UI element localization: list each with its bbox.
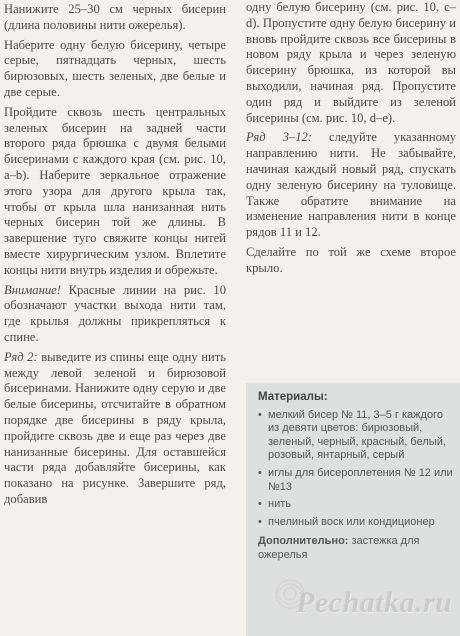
materials-item: • иглы для бисероплетения № 12 или №13 xyxy=(258,466,453,493)
right-text-column xyxy=(246,0,456,277)
paragraph-rows-3-12 xyxy=(246,130,456,241)
materials-list xyxy=(258,409,454,530)
bullet-icon: • xyxy=(258,466,262,479)
paragraph-pick-beads: Наберите одну белую бисерину, четыре серые, пятнадцать черных, шесть бирюзовых, шесть зеленых, две белые и две серые. xyxy=(4,37,226,99)
paragraph-attention xyxy=(4,283,226,346)
bullet-icon: • xyxy=(258,498,262,511)
materials-title: Материалы: xyxy=(258,391,328,403)
paragraph-string-beads: Нанижите 25–30 см черных бисерин (длина половины нити ожерелья). xyxy=(4,2,226,32)
extra-text: застежка для ожерелья xyxy=(258,535,420,561)
paragraph-row-2 xyxy=(4,350,226,508)
paragraph-mirror-wing: Сделайте по той же схеме второе крыло. xyxy=(246,244,456,275)
attention-text: Красные линии на рис. 10 обозначают участки выхода нити там, где крылья должны прикрепляться к спине. xyxy=(4,282,226,344)
left-text-column xyxy=(4,0,226,508)
materials-item: • пчелиный воск или кондиционер xyxy=(258,515,435,528)
attention-label: Внимание! xyxy=(4,282,61,297)
row-2-text: выведите из спины еще одну нить между левой зеленой и бирюзовой бисеринами. Нанижите одну серую и две белые бисерины, отсчитайте в обратном порядке две бисерины в ряду крыла, пройдите сквозь две и еще раз через две нанизанные бисерины. Для оставшейся части ряда добавляйте бисерины, как показано на рисунке. Завершите ряд, добавив xyxy=(4,349,226,506)
paragraph-row-2-continued: одну белую бисерину (см. рис. 10, c–d). Пропустите одну белую бисерину и вновь пройдите сквозь все бисерины в новом ряду крыла и через зеленую бисерину брюшка, из которой вы выходили, начиная ряд. Пропустите один ряд и выйдите из зеленой бисерины (см. рис. 10, d–e). xyxy=(246,0,456,125)
rows-3-12-label: Ряд 3–12: xyxy=(246,130,312,145)
row-2-label: Ряд 2: xyxy=(4,349,38,364)
materials-extra xyxy=(258,535,454,562)
materials-item: • нить xyxy=(258,498,291,511)
bullet-icon: • xyxy=(258,408,262,421)
materials-item: • мелкий бисер № 11, 3–5 г каждого из девяти цветов: бирюзовый, зеленый, черный, красный, белый, розовый, янтарный, серый xyxy=(258,408,446,462)
bullet-icon: • xyxy=(258,515,262,528)
extra-label: Дополнительно: xyxy=(258,535,349,548)
paragraph-pass-through: Пройдите сквозь шесть центральных зеленых бисерин на задней части второго ряда брюшка с двумя белыми бисеринами с каждого края (см. рис. 10, а–b). Наберите зеркальное отражение этого узора для другого крыла так, чтобы от крыла шла нанизанная нить черных бисерин той же длины. В завершение туго свяжите концы нитей вместе хирургическим узлом. Вплетите концы нити внутрь изделия и обрежьте. xyxy=(4,104,226,277)
rows-3-12-text: следуйте указанному направлению нити. Не забывайте, начиная каждый новый ряд, спускать одну зеленую бисерину на туловище. Также обратите внимание на изменение направления нити в конце рядов 11 и 12. xyxy=(246,130,456,240)
watermark-text: Pechatka.ru xyxy=(296,586,453,619)
